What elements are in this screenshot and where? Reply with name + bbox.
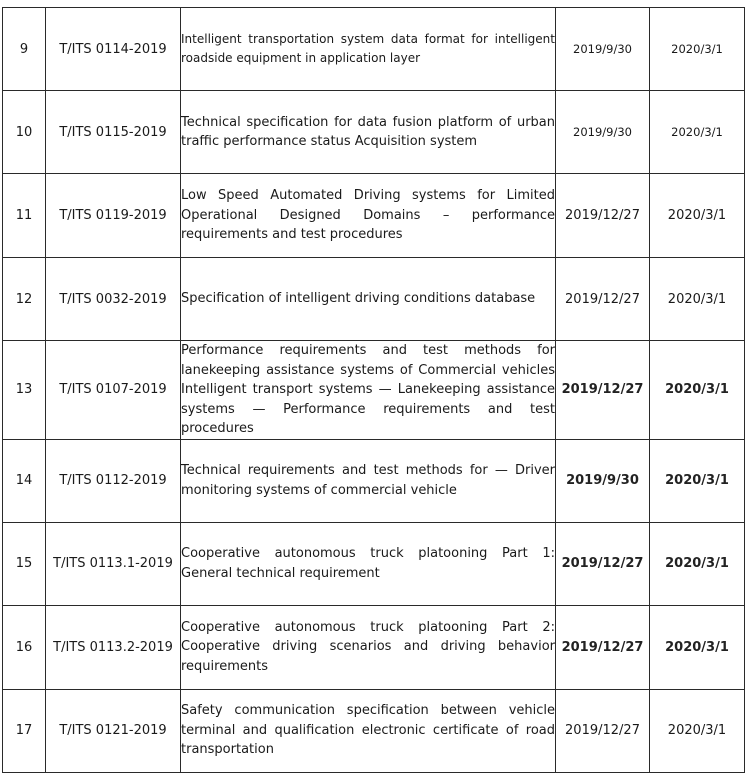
standard-code-cell: T/ITS 0119-2019 (46, 174, 181, 258)
implementation-date-cell: 2020/3/1 (650, 341, 745, 440)
row-number-cell: 12 (3, 258, 46, 341)
standard-title-cell: Safety communication specification between vehicle terminal and qualification electronic certificate of road transportation (181, 689, 556, 772)
table-row (3, 91, 745, 174)
row-number-cell: 10 (3, 91, 46, 174)
release-date-cell: 2019/9/30 (556, 91, 650, 174)
table-body (3, 8, 745, 773)
implementation-date-cell: 2020/3/1 (650, 91, 745, 174)
standard-title-cell: Cooperative autonomous truck platooning Part 2: Cooperative driving scenarios and driving behavior requirements (181, 605, 556, 689)
release-date-cell: 2019/9/30 (556, 8, 650, 91)
standard-code-cell: T/ITS 0114-2019 (46, 8, 181, 91)
implementation-date-cell: 2020/3/1 (650, 605, 745, 689)
standard-code-cell: T/ITS 0112-2019 (46, 439, 181, 522)
row-number-cell: 15 (3, 522, 46, 605)
standard-title-cell: Cooperative autonomous truck platooning Part 1: General technical requirement (181, 522, 556, 605)
row-number-cell: 17 (3, 689, 46, 772)
standard-title-cell: Specification of intelligent driving conditions database (181, 258, 556, 341)
implementation-date-cell: 2020/3/1 (650, 174, 745, 258)
row-number-cell: 16 (3, 605, 46, 689)
standard-title-cell: Technical requirements and test methods for — Driver monitoring systems of commercial vehicle (181, 439, 556, 522)
row-number-cell: 11 (3, 174, 46, 258)
table-row (3, 439, 745, 522)
release-date-cell: 2019/12/27 (556, 341, 650, 440)
table-row (3, 8, 745, 91)
table-row (3, 341, 745, 440)
standard-code-cell: T/ITS 0107-2019 (46, 341, 181, 440)
table-row (3, 605, 745, 689)
release-date-cell: 2019/12/27 (556, 522, 650, 605)
table-row (3, 689, 745, 772)
release-date-cell: 2019/9/30 (556, 439, 650, 522)
table-row (3, 258, 745, 341)
standard-title-cell: Performance requirements and test methods for lanekeeping assistance systems of Commercial vehicles Intelligent transport systems — Lanekeeping assistance systems — Performance requirements and test procedures (181, 341, 556, 440)
standard-title-cell: Intelligent transportation system data format for intelligent roadside equipment in application layer (181, 8, 556, 91)
row-number-cell: 13 (3, 341, 46, 440)
release-date-cell: 2019/12/27 (556, 605, 650, 689)
implementation-date-cell: 2020/3/1 (650, 689, 745, 772)
implementation-date-cell: 2020/3/1 (650, 439, 745, 522)
release-date-cell: 2019/12/27 (556, 258, 650, 341)
standard-title-cell: Low Speed Automated Driving systems for Limited Operational Designed Domains – performance requirements and test procedures (181, 174, 556, 258)
standard-code-cell: T/ITS 0113.2-2019 (46, 605, 181, 689)
row-number-cell: 9 (3, 8, 46, 91)
table-row (3, 174, 745, 258)
release-date-cell: 2019/12/27 (556, 174, 650, 258)
standard-code-cell: T/ITS 0121-2019 (46, 689, 181, 772)
row-number-cell: 14 (3, 439, 46, 522)
implementation-date-cell: 2020/3/1 (650, 522, 745, 605)
standard-code-cell: T/ITS 0032-2019 (46, 258, 181, 341)
standard-code-cell: T/ITS 0115-2019 (46, 91, 181, 174)
table-row (3, 522, 745, 605)
standards-table (2, 7, 745, 773)
implementation-date-cell: 2020/3/1 (650, 8, 745, 91)
release-date-cell: 2019/12/27 (556, 689, 650, 772)
standard-title-cell: Technical specification for data fusion platform of urban traffic performance status Acquisition system (181, 91, 556, 174)
implementation-date-cell: 2020/3/1 (650, 258, 745, 341)
standard-code-cell: T/ITS 0113.1-2019 (46, 522, 181, 605)
